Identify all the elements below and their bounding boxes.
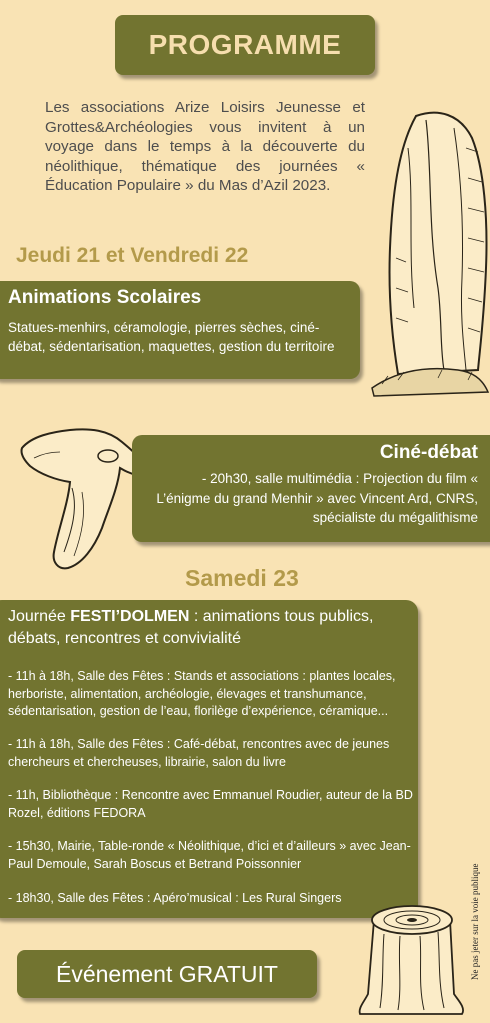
tree-stump-illustration bbox=[358, 898, 468, 1018]
cine-debat-body: - 20h30, salle multimédia : Projection du film « L’énigme du grand Menhir » avec Vincent Ard, CNRS, spécialiste du mégalithisme bbox=[156, 471, 478, 525]
scolaires-body: Statues-menhirs, céramologie, pierres sèches, ciné-débat, sédentarisation, maquettes, gestion du territoire bbox=[8, 320, 335, 354]
cine-debat-title: Ciné-débat bbox=[379, 442, 478, 463]
program-item: - 15h30, Mairie, Table-ronde « Néolithique, d’ici et d’ailleurs » avec Jean-Paul Demoule, Sarah Boscus et Betrand Poissonnier bbox=[8, 839, 411, 871]
gratuit-label: Événement GRATUIT bbox=[56, 960, 278, 987]
festi-dolmen-label: FESTI’DOLMEN bbox=[70, 608, 190, 625]
title-banner bbox=[115, 15, 375, 75]
gratuit-banner bbox=[17, 950, 317, 998]
page-title: PROGRAMME bbox=[148, 29, 342, 60]
program-item: - 18h30, Salle des Fêtes : Apéro’musical : Les Rural Singers bbox=[8, 891, 342, 905]
menhir-illustration bbox=[368, 108, 490, 400]
samedi-lead: Journée FESTI’DOLMEN : animations tous publics, débats, rencontres et convivialité bbox=[8, 608, 374, 647]
program-item: - 11h à 18h, Salle des Fêtes : Stands et associations : plantes locales, herboriste, alimentation, archéologie, élevages et transhumance, sédentarisation, gestion de l’eau, florilège d’expérience, céramique... bbox=[8, 669, 396, 718]
day2-heading: Samedi 23 bbox=[185, 565, 299, 591]
scolaires-title: Animations Scolaires bbox=[8, 287, 202, 308]
cine-debat-panel bbox=[132, 435, 490, 542]
program-item: - 11h, Bibliothèque : Rencontre avec Emmanuel Roudier, auteur de la BD Rozel, éditions FEDORA bbox=[8, 788, 413, 820]
legal-note: Ne pas jeter sur la voie publique bbox=[470, 863, 480, 980]
bone-tool-illustration bbox=[12, 418, 152, 573]
day1-heading: Jeudi 21 et Vendredi 22 bbox=[16, 244, 249, 267]
program-item: - 11h à 18h, Salle des Fêtes : Café-débat, rencontres avec de jeunes chercheurs et chercheuses, librairie, salon du livre bbox=[8, 737, 390, 769]
intro-paragraph: Les associations Arize Loisirs Jeunesse et Grottes&Archéologies vous invitent à un voyage dans le temps à la découverte du néolithique, thématique des journées « Éducation Populaire » du Mas d’Azil 2023. bbox=[45, 99, 365, 194]
samedi-panel bbox=[0, 600, 418, 918]
scolaires-panel bbox=[0, 281, 360, 379]
